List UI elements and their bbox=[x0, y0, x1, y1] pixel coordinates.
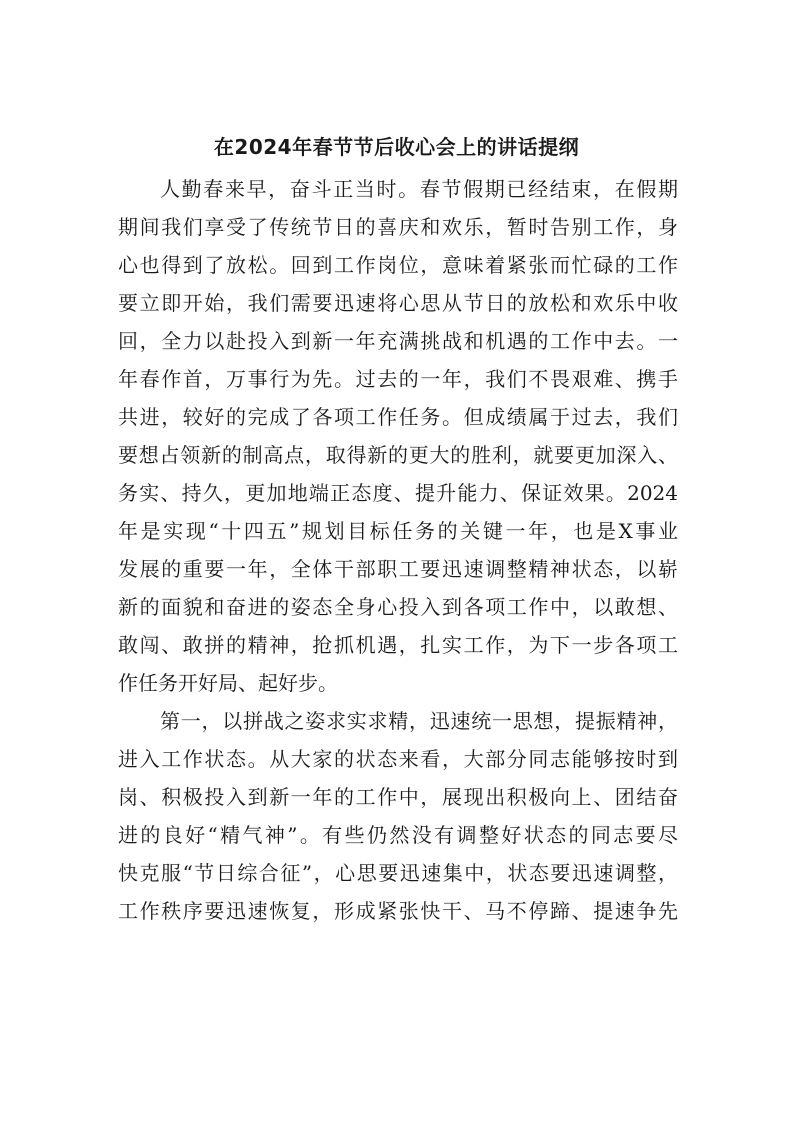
text-line: 新的面貌和奋进的姿态全身心投入到各项工作中，以敢想、 bbox=[118, 595, 678, 619]
text-line: 期间我们享受了传统节日的喜庆和欢乐，暂时告别工作，身 bbox=[118, 215, 678, 239]
text-line: 回，全力以赴投入到新一年充满挑战和机遇的工作中去。一 bbox=[118, 329, 678, 353]
text-line: 敢闯、敢拼的精神，抢抓机遇，扎实工作，为下一步各项工 bbox=[118, 633, 678, 657]
text-line: 快克服“节日综合征”，心思要迅速集中，状态要迅速调整， bbox=[118, 861, 678, 885]
document-title: 在2024年春节节后收心会上的讲话提纲 bbox=[213, 135, 580, 159]
text-line: 要想占领新的制高点，取得新的更大的胜利，就要更加深入、 bbox=[118, 443, 678, 467]
document-body bbox=[118, 170, 678, 930]
text-line: 心也得到了放松。回到工作岗位，意味着紧张而忙碌的工作 bbox=[118, 253, 678, 277]
text-line: 要立即开始，我们需要迅速将心思从节日的放松和欢乐中收 bbox=[118, 291, 678, 315]
text-line: 工作秩序要迅速恢复，形成紧张快干、马不停蹄、提速争先 bbox=[118, 899, 678, 923]
paragraph-1 bbox=[118, 170, 678, 702]
text-line: 进的良好“精气神”。有些仍然没有调整好状态的同志要尽 bbox=[118, 823, 678, 847]
text-line: 作任务开好局、起好步。 bbox=[118, 671, 338, 695]
text-line: 年是实现“十四五”规划目标任务的关键一年，也是X事业 bbox=[118, 519, 678, 543]
text-line: 发展的重要一年，全体干部职工要迅速调整精神状态，以崭 bbox=[118, 557, 678, 581]
text-line: 进入工作状态。从大家的状态来看，大部分同志能够按时到 bbox=[118, 747, 678, 771]
text-line: 年春作首，万事行为先。过去的一年，我们不畏艰难、携手 bbox=[118, 367, 678, 391]
paragraph-2 bbox=[118, 702, 678, 930]
text-line: 第一，以拼战之姿求实求精，迅速统一思想，提振精神， bbox=[160, 709, 678, 733]
text-line: 人勤春来早，奋斗正当时。春节假期已经结束，在假期 bbox=[160, 177, 678, 201]
text-line: 共进，较好的完成了各项工作任务。但成绩属于过去，我们 bbox=[118, 405, 678, 429]
text-line: 岗、积极投入到新一年的工作中，展现出积极向上、团结奋 bbox=[118, 785, 678, 809]
text-line: 务实、持久，更加地端正态度、提升能力、保证效果。2024 bbox=[118, 481, 678, 505]
